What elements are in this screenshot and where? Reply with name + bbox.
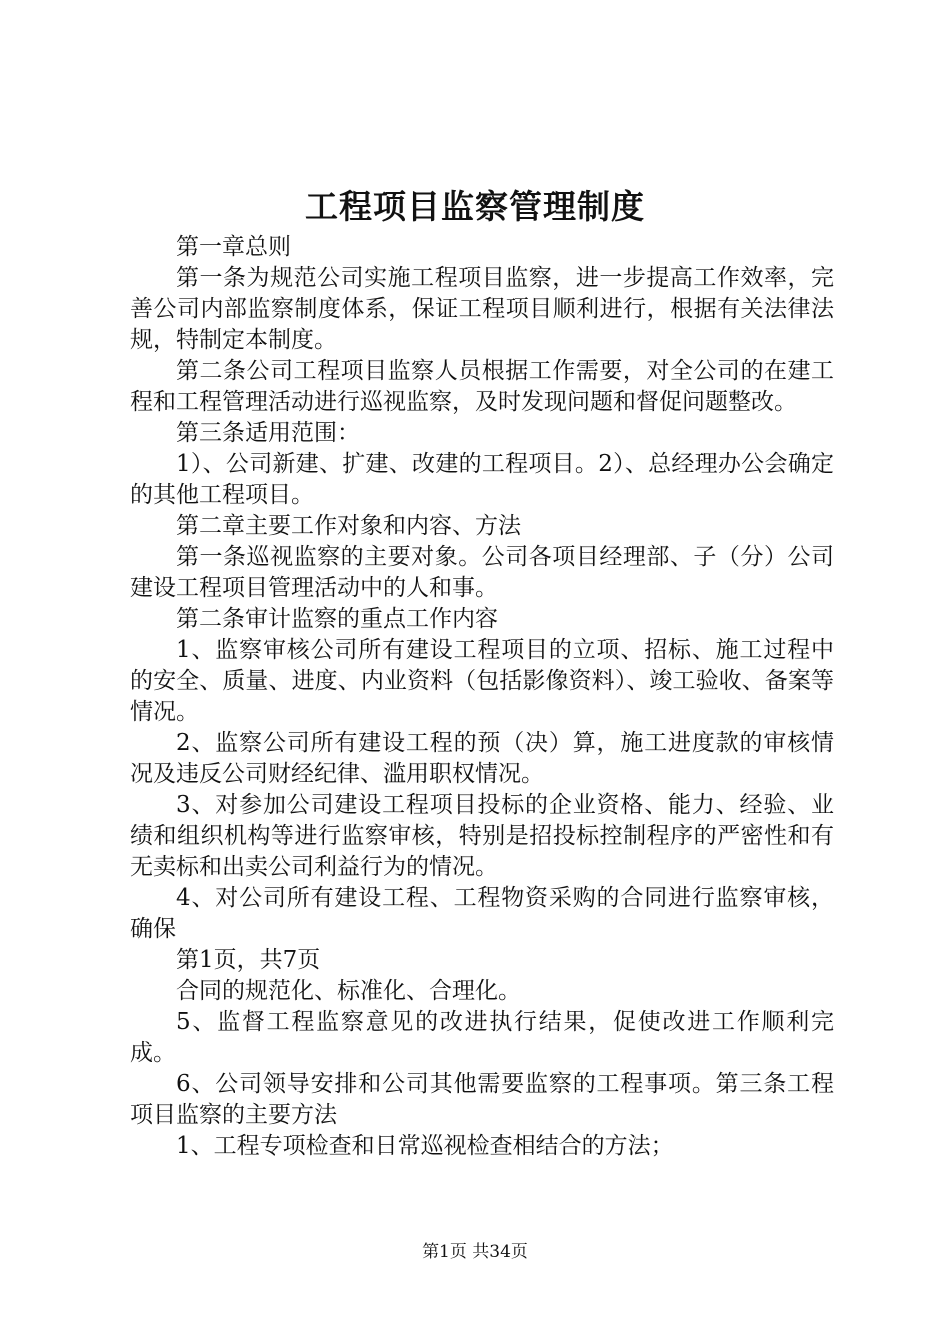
inline-page-marker: 第1页，共7页 [176,947,321,973]
list-item-3: 3、对参加公司建设工程项目投标的企业资格、能力、经验、业绩和组织机构等进行监察审核，特别是招投标控制程序的严密性和有无卖标和出卖公司利益行为的情况。 [130,792,834,880]
list-item-1: 1、监察审核公司所有建设工程项目的立项、招标、施工过程中的安全、质量、进度、内业资料（包括影像资料）、竣工验收、备案等情况。 [130,637,834,725]
paragraph-article-3-scope: 第三条适用范围： [176,420,360,446]
paragraph-article-1: 第一条为规范公司实施工程项目监察，进一步提高工作效率，完善公司内部监察制度体系，保证工程项目顺利进行，根据有关法律法规，特制定本制度。 [130,265,834,353]
document-title: 工程项目监察管理制度 [305,187,645,226]
paragraph-key-content-heading: 第二条审计监察的重点工作内容 [176,606,498,632]
paragraph-article-2: 第二条公司工程项目监察人员根据工作需要，对全公司的在建工程和工程管理活动进行巡视监察，及时发现问题和督促问题整改。 [130,358,834,415]
chapter-heading-main-work: 第二章主要工作对象和内容、方法 [176,513,521,539]
chapter-heading-general: 第一章总则 [176,234,291,260]
method-item-1: 1、工程专项检查和日常巡视检查相结合的方法； [176,1133,674,1159]
paragraph-inspection-objects: 第一条巡视监察的主要对象。公司各项目经理部、子（分）公司建设工程项目管理活动中的人和事。 [130,544,834,601]
list-item-5: 5、监督工程监察意见的改进执行结果，促使改进工作顺利完成。 [130,1009,834,1066]
list-item-2: 2、监察公司所有建设工程的预（决）算，施工进度款的审核情况及违反公司财经纪律、滥用职权情况。 [130,730,834,787]
document-body [130,232,834,1162]
list-item-4-continued: 合同的规范化、标准化、合理化。 [176,978,521,1004]
paragraph-scope-items: 1）、公司新建、扩建、改建的工程项目。2）、总经理办公会确定的其他工程项目。 [130,451,834,508]
page-footer: 第1页 共34页 [422,1242,528,1262]
list-item-6: 6、公司领导安排和公司其他需要监察的工程事项。第三条工程项目监察的主要方法 [130,1071,834,1128]
list-item-4: 4、对公司所有建设工程、工程物资采购的合同进行监察审核，确保 [130,885,834,942]
